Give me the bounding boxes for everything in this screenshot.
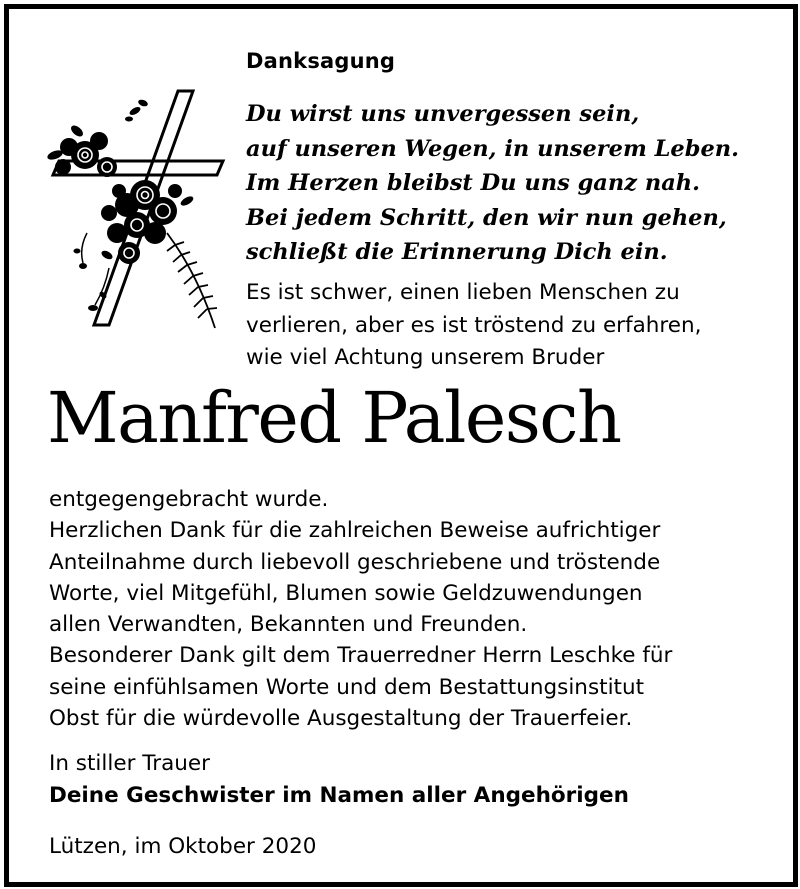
intro-line: wie viel Achtung unserem Bruder — [246, 345, 605, 370]
thanks-line: Worte, viel Mitgefühl, Blumen sowie Geldzuwendungen — [49, 580, 643, 606]
poem-line: Im Herzen bleibst Du uns ganz nah. — [246, 170, 700, 197]
heading: Danksagung — [246, 49, 396, 73]
cross-with-roses-icon — [47, 83, 232, 333]
poem — [246, 97, 739, 270]
poem-line: auf unseren Wegen, in unserem Leben. — [246, 135, 739, 162]
intro-text — [246, 277, 701, 375]
intro-line: verlieren, aber es ist tröstend zu erfahren, — [246, 312, 702, 338]
poem-line: Du wirst uns unvergessen sein, — [246, 101, 640, 127]
deceased-name: Manfred Palesch — [47, 377, 621, 459]
thanks-line: seine einfühlsamen Worte und dem Bestattungsinstitut — [49, 674, 645, 700]
thanks-line: Anteilnahme durch liebevoll geschriebene und tröstende — [49, 549, 661, 575]
intro-line: Es ist schwer, einen lieben Menschen zu — [246, 280, 680, 305]
place-date: Lützen, im Oktober 2020 — [49, 834, 317, 859]
mourning-line: In stiller Trauer — [49, 751, 210, 776]
poem-line: schließt die Erinnerung Dich ein. — [246, 239, 668, 266]
poem-line: Bei jedem Schritt, den wir nun gehen, — [246, 204, 727, 231]
family-signature: Deine Geschwister im Namen aller Angehörigen — [49, 783, 629, 808]
thanks-line: Obst für die würdevolle Ausgestaltung der Trauerfeier. — [49, 706, 633, 732]
obituary-card — [4, 4, 798, 887]
thanks-line: Herzlichen Dank für die zahlreichen Beweise aufrichtiger — [49, 518, 661, 544]
thanks-line: Besonderer Dank gilt dem Trauerredner Herrn Leschke für — [49, 643, 673, 669]
thanks-text — [49, 484, 672, 734]
thanks-line: entgegengebracht wurde. — [49, 487, 329, 512]
thanks-line: allen Verwandten, Bekannten und Freunden. — [49, 612, 528, 638]
